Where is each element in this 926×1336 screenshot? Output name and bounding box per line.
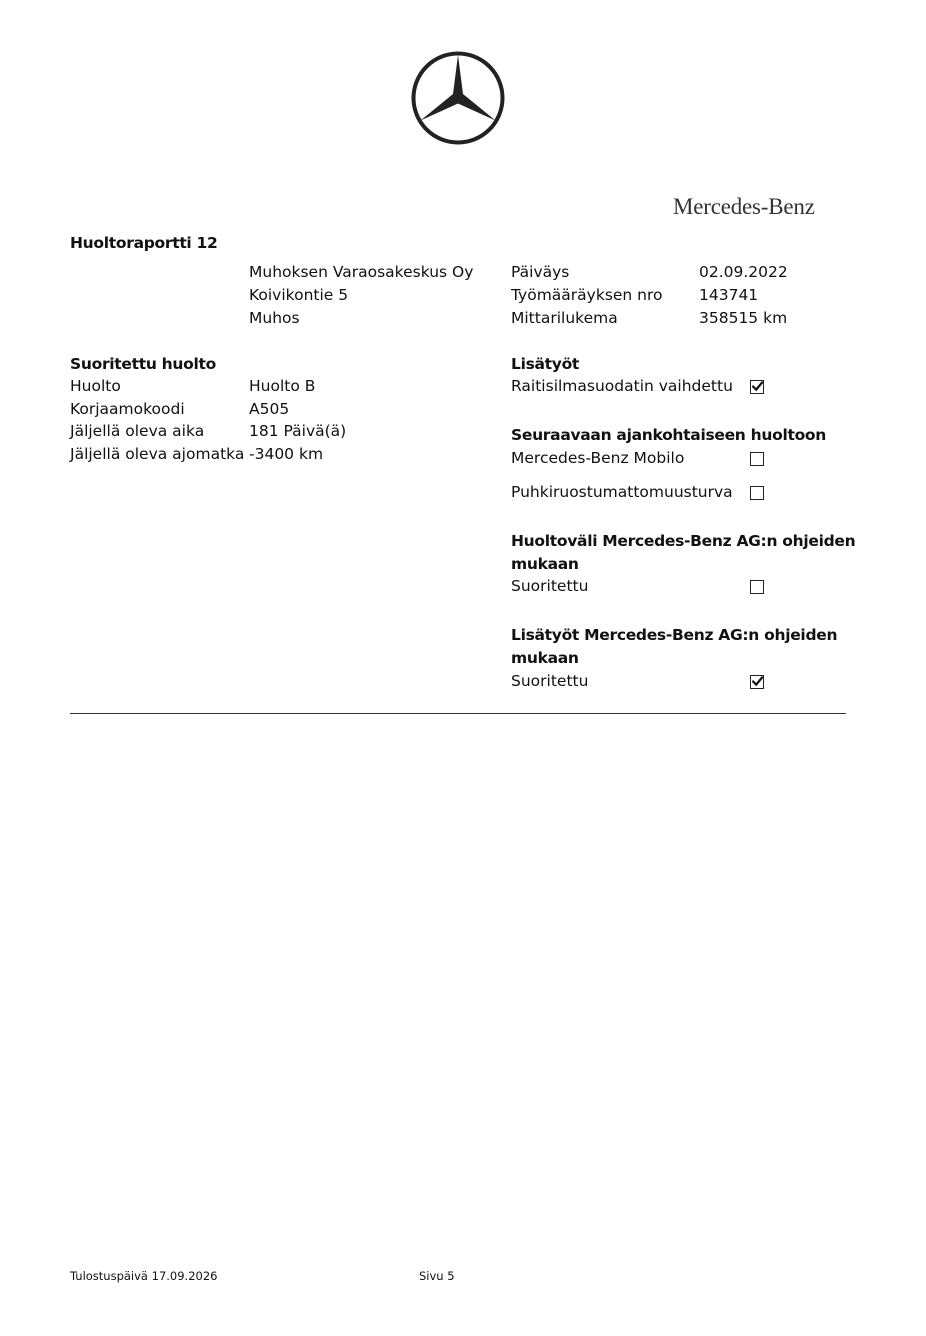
meta-label-work-order: Työmääräyksen nro [511, 286, 663, 304]
remaining-time-label: Jäljellä oleva aika [70, 422, 205, 440]
mercedes-star-icon [410, 50, 506, 146]
interval-item-label: Suoritettu [511, 577, 589, 595]
meta-value-odometer: 358515 km [699, 309, 788, 327]
guidelines-heading-line2: mukaan [511, 649, 579, 667]
remaining-distance-value: -3400 km [249, 445, 324, 463]
meta-value-date: 02.09.2022 [699, 263, 788, 281]
mobilo-checkbox [750, 452, 764, 466]
meta-value-work-order: 143741 [699, 286, 759, 304]
section-divider [70, 713, 846, 714]
guidelines-item-label: Suoritettu [511, 672, 589, 690]
extra-work-checkbox [750, 380, 764, 394]
service-value: Huolto B [249, 377, 316, 395]
remaining-distance-label: Jäljellä oleva ajomatka [70, 445, 245, 463]
company-name: Muhoksen Varaosakeskus Oy [249, 263, 474, 281]
checkmark-icon [752, 676, 763, 687]
checkmark-icon [752, 381, 763, 392]
print-date: Tulostuspäivä 17.09.2026 [70, 1269, 218, 1283]
workshop-code-label: Korjaamokoodi [70, 400, 185, 418]
mobilo-label: Mercedes-Benz Mobilo [511, 449, 685, 467]
service-heading: Suoritettu huolto [70, 355, 216, 373]
interval-heading-line2: mukaan [511, 555, 579, 573]
interval-checkbox [750, 580, 764, 594]
company-city: Muhos [249, 309, 300, 327]
guidelines-checkbox [750, 675, 764, 689]
remaining-time-value: 181 Päivä(ä) [249, 422, 347, 440]
extra-work-item-label: Raitisilmasuodatin vaihdettu [511, 377, 733, 395]
guidelines-heading-line1: Lisätyöt Mercedes-Benz AG:n ohjeiden [511, 626, 838, 644]
brand-wordmark: Mercedes-Benz [673, 194, 815, 219]
page-number: Sivu 5 [419, 1269, 455, 1283]
rust-warranty-checkbox [750, 486, 764, 500]
rust-warranty-label: Puhkiruostumattomuusturva [511, 483, 733, 501]
meta-label-date: Päiväys [511, 263, 570, 281]
service-label: Huolto [70, 377, 121, 395]
meta-label-odometer: Mittarilukema [511, 309, 618, 327]
interval-heading-line1: Huoltoväli Mercedes-Benz AG:n ohjeiden [511, 532, 856, 550]
extra-work-heading: Lisätyöt [511, 355, 580, 373]
report-title: Huoltoraportti 12 [70, 234, 218, 252]
company-street: Koivikontie 5 [249, 286, 349, 304]
next-service-heading: Seuraavaan ajankohtaiseen huoltoon [511, 426, 827, 444]
workshop-code-value: A505 [249, 400, 290, 418]
